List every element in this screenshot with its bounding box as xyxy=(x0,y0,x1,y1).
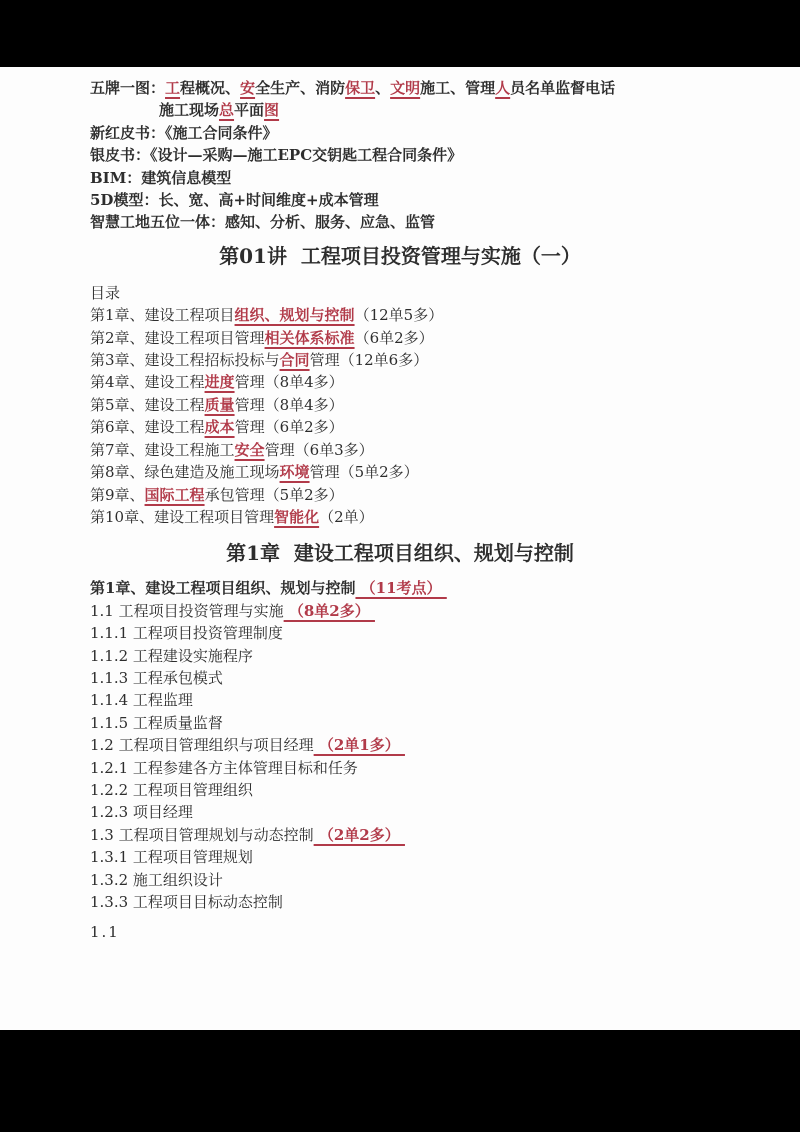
highlighted-text-run: （2单2多） xyxy=(313,825,405,844)
text-run: 1.1.3 工程承包模式 xyxy=(90,668,223,687)
text-run: 员名单监督电话 xyxy=(510,79,616,97)
text-run: 1.1 工程项目投资管理与实施 xyxy=(90,601,284,620)
text-run: 管理（6单3多） xyxy=(264,440,374,459)
highlighted-text-run: 智能化 xyxy=(274,507,320,526)
text-run: 第3章、建设工程招标投标与 xyxy=(90,351,280,370)
text-run: 管理（5单2多） xyxy=(309,463,419,482)
doc-line xyxy=(90,712,764,734)
text-run: 1.2.1 工程参建各方主体管理目标和任务 xyxy=(90,758,358,777)
text-run: 第6章、建设工程 xyxy=(90,418,205,437)
text-run: 1.3.3 工程项目目标动态控制 xyxy=(90,893,283,911)
letterbox-bottom xyxy=(0,1030,800,1132)
doc-line xyxy=(90,484,764,506)
text-run: 第10章、建设工程项目管理 xyxy=(90,507,275,526)
text-run: 第4章、建设工程 xyxy=(90,373,205,392)
text-run: 智慧工地五位一体：感知、分析、服务、应急、监管 xyxy=(90,213,436,232)
doc-line xyxy=(90,824,764,846)
text-run: 1.2 工程项目管理组织与项目经理 xyxy=(90,736,314,755)
text-run: 新红皮书：《施工合同条件》 xyxy=(90,123,278,142)
doc-line xyxy=(90,689,764,711)
text-run: 1.1.5 工程质量监督 xyxy=(90,713,223,732)
table-of-contents xyxy=(90,282,764,528)
highlighted-text-run: 进度 xyxy=(204,373,235,392)
text-run: 第1章、建设工程项目组织、规划与控制 xyxy=(90,579,356,598)
doc-line xyxy=(90,122,764,144)
text-run: 1.3 工程项目管理规划与动态控制 xyxy=(90,825,314,844)
notes-top-block xyxy=(90,77,764,234)
highlighted-text-run: 保卫 xyxy=(345,79,376,97)
text-run: 第7章、建设工程施工 xyxy=(90,440,235,459)
doc-line xyxy=(90,577,764,599)
text-run: 1.1.4 工程监理 xyxy=(90,691,193,710)
text-run: 全生产、消防 xyxy=(255,79,346,97)
text-run: 1.3.2 施工组织设计 xyxy=(90,870,223,889)
doc-line xyxy=(90,600,764,622)
text-run: 第2章、建设工程项目管理 xyxy=(90,328,265,347)
text-run: （6单2多） xyxy=(354,328,434,347)
highlighted-text-run: 文明 xyxy=(390,79,421,97)
text-run: 1.1.1 工程项目投资管理制度 xyxy=(90,624,283,643)
doc-line xyxy=(90,667,764,689)
section-number: 1.1 xyxy=(90,923,120,942)
text-run: （12单5多） xyxy=(354,306,444,325)
doc-line xyxy=(90,734,764,756)
highlighted-text-run: 质量 xyxy=(204,395,235,414)
doc-line xyxy=(90,282,764,304)
doc-line xyxy=(90,439,764,461)
text-run: 1.1.2 工程建设实施程序 xyxy=(90,646,253,665)
highlighted-text-run: 人 xyxy=(495,79,511,97)
doc-line xyxy=(90,645,764,667)
text-run: 平面 xyxy=(234,101,265,120)
document-content xyxy=(0,67,800,944)
document-page xyxy=(0,67,800,1030)
text-run: 、 xyxy=(375,79,391,97)
text-run: BIM：建筑信息模型 xyxy=(90,168,232,187)
doc-line xyxy=(90,211,764,233)
text-run: 目录 xyxy=(90,283,121,302)
chapter-title: 第1章 建设工程项目组织、规划与控制 xyxy=(226,541,574,566)
highlighted-text-run: 工 xyxy=(165,79,181,97)
text-run: 1.2.3 项目经理 xyxy=(90,803,193,822)
highlighted-text-run: （11考点） xyxy=(355,579,447,598)
text-run: 第8章、绿色建造及施工现场 xyxy=(90,463,280,482)
highlighted-text-run: 安 xyxy=(240,79,256,97)
highlighted-text-run: 图 xyxy=(264,101,280,120)
doc-line xyxy=(90,801,764,823)
highlighted-text-run: 组织、规划与控制 xyxy=(234,306,355,325)
highlighted-text-run: 总 xyxy=(219,101,235,120)
doc-line xyxy=(90,846,764,868)
text-run: 承包管理（5单2多） xyxy=(204,485,344,504)
doc-line xyxy=(90,144,764,166)
text-run: 1.3.1 工程项目管理规划 xyxy=(90,848,253,867)
text-run: 五牌一图： xyxy=(90,79,166,97)
highlighted-text-run: 国际工程 xyxy=(144,485,205,504)
doc-line xyxy=(90,869,764,891)
text-run: 第9章、 xyxy=(90,485,145,504)
text-run: 施工、管理 xyxy=(420,79,496,97)
doc-line xyxy=(90,506,764,528)
text-run: （2单） xyxy=(319,507,374,526)
highlighted-text-run: 成本 xyxy=(204,418,235,437)
doc-line xyxy=(90,327,764,349)
doc-line xyxy=(90,167,764,189)
highlighted-text-run: 相关体系标准 xyxy=(264,328,355,347)
text-run: 施工现场 xyxy=(159,101,220,120)
doc-line xyxy=(90,622,764,644)
text-run: 5D模型：长、宽、高+时间维度+成本管理 xyxy=(90,191,379,210)
doc-line xyxy=(90,189,764,211)
lecture-title: 第01讲 工程项目投资管理与实施（一） xyxy=(219,243,581,268)
doc-line xyxy=(90,349,764,371)
doc-line xyxy=(90,779,764,801)
doc-line xyxy=(90,757,764,779)
text-run: 第5章、建设工程 xyxy=(90,395,205,414)
doc-line xyxy=(90,371,764,393)
doc-line xyxy=(90,394,764,416)
chapter-outline xyxy=(90,577,764,913)
doc-line xyxy=(90,99,764,121)
highlighted-text-run: 环境 xyxy=(279,463,310,482)
text-run: 银皮书：《设计—采购—施工EPC交钥匙工程合同条件》 xyxy=(90,146,463,165)
highlighted-text-run: 安全 xyxy=(234,440,265,459)
highlighted-text-run: （2单1多） xyxy=(313,736,405,755)
highlighted-text-run: （8单2多） xyxy=(283,601,375,620)
text-run: 第1章、建设工程项目 xyxy=(90,306,235,325)
letterbox-top xyxy=(0,0,800,67)
text-run: 管理（12单6多） xyxy=(309,351,429,370)
text-run: 管理（6单2多） xyxy=(234,418,344,437)
doc-line xyxy=(90,304,764,326)
text-run: 1.2.2 工程项目管理组织 xyxy=(90,780,253,799)
text-run: 管理（8单4多） xyxy=(234,373,344,392)
text-run: 管理（8单4多） xyxy=(234,395,344,414)
doc-line xyxy=(90,891,764,913)
doc-line xyxy=(90,461,764,483)
highlighted-text-run: 合同 xyxy=(279,351,310,370)
doc-line xyxy=(90,416,764,438)
text-run: 程概况、 xyxy=(180,79,241,97)
doc-line xyxy=(90,77,764,99)
